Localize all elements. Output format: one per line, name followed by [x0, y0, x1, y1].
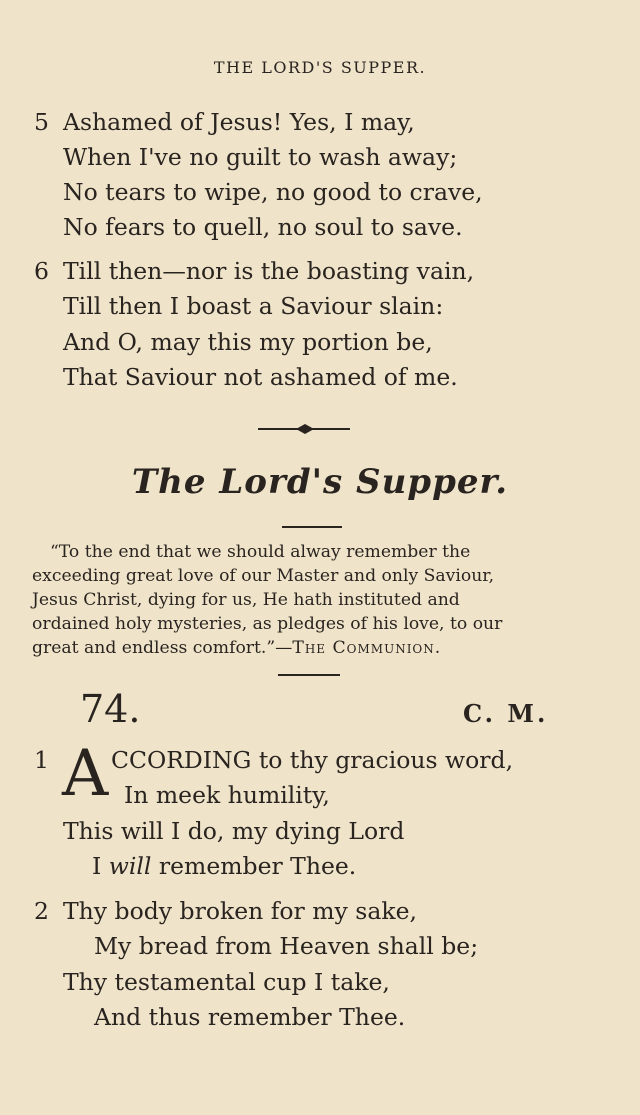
verse-line: Thy body broken for my sake,	[63, 897, 417, 925]
stanza-number: 6	[34, 257, 49, 285]
epigraph-line: “To the end that we should alway remember the	[50, 542, 471, 562]
epigraph-line: exceeding great love of our Master and only Saviour,	[32, 566, 495, 586]
first-line-rest: to thy gracious word,	[251, 746, 514, 774]
verse-line: And thus remember Thee.	[94, 1003, 406, 1031]
section-title: The Lord's Supper.	[131, 462, 509, 502]
verse-line-first	[111, 746, 513, 774]
epigraph-line: Jesus Christ, dying for us, He hath instituted and	[32, 590, 460, 610]
hymn-meter: C. M.	[463, 699, 549, 728]
divider-rule	[278, 674, 340, 676]
verse-line: My bread from Heaven shall be;	[94, 932, 479, 960]
verse-line: Till then—nor is the boasting vain,	[63, 257, 475, 285]
epigraph-last-line	[32, 636, 441, 660]
epigraph-source: The Communion.	[292, 638, 442, 658]
hymn-number: 74.	[80, 687, 141, 731]
verse-line: No fears to quell, no soul to save.	[63, 213, 463, 241]
stanza-number: 2	[34, 897, 49, 925]
verse-line: And O, may this my portion be,	[63, 328, 433, 356]
verse-line: Thy testamental cup I take,	[63, 968, 390, 996]
stanza-number: 5	[34, 108, 49, 136]
divider-rule	[282, 526, 342, 528]
verse-line: This will I do, my dying Lord	[63, 817, 405, 845]
verse-line-suffix: remember Thee.	[151, 852, 357, 880]
drop-cap: A	[62, 737, 109, 811]
verse-line: Ashamed of Jesus! Yes, I may,	[63, 108, 415, 136]
emphasis-word: will	[108, 852, 152, 880]
verse-line: No tears to wipe, no good to crave,	[63, 178, 483, 206]
first-word-rest: CCORDING	[111, 746, 252, 774]
epigraph-line: great and endless comfort.”—	[32, 638, 293, 658]
verse-line: In meek humility,	[124, 781, 330, 809]
running-head: THE LORD'S SUPPER.	[213, 58, 427, 77]
ornament-divider	[258, 419, 350, 439]
verse-line	[92, 852, 356, 880]
stanza-number: 1	[34, 746, 49, 774]
verse-line: When I've no guilt to wash away;	[63, 143, 458, 171]
epigraph-line: ordained holy mysteries, as pledges of his love, to our	[32, 614, 503, 634]
verse-line: Till then I boast a Saviour slain:	[63, 292, 444, 320]
verse-line-prefix: I	[92, 852, 109, 880]
verse-line: That Saviour not ashamed of me.	[63, 363, 458, 391]
